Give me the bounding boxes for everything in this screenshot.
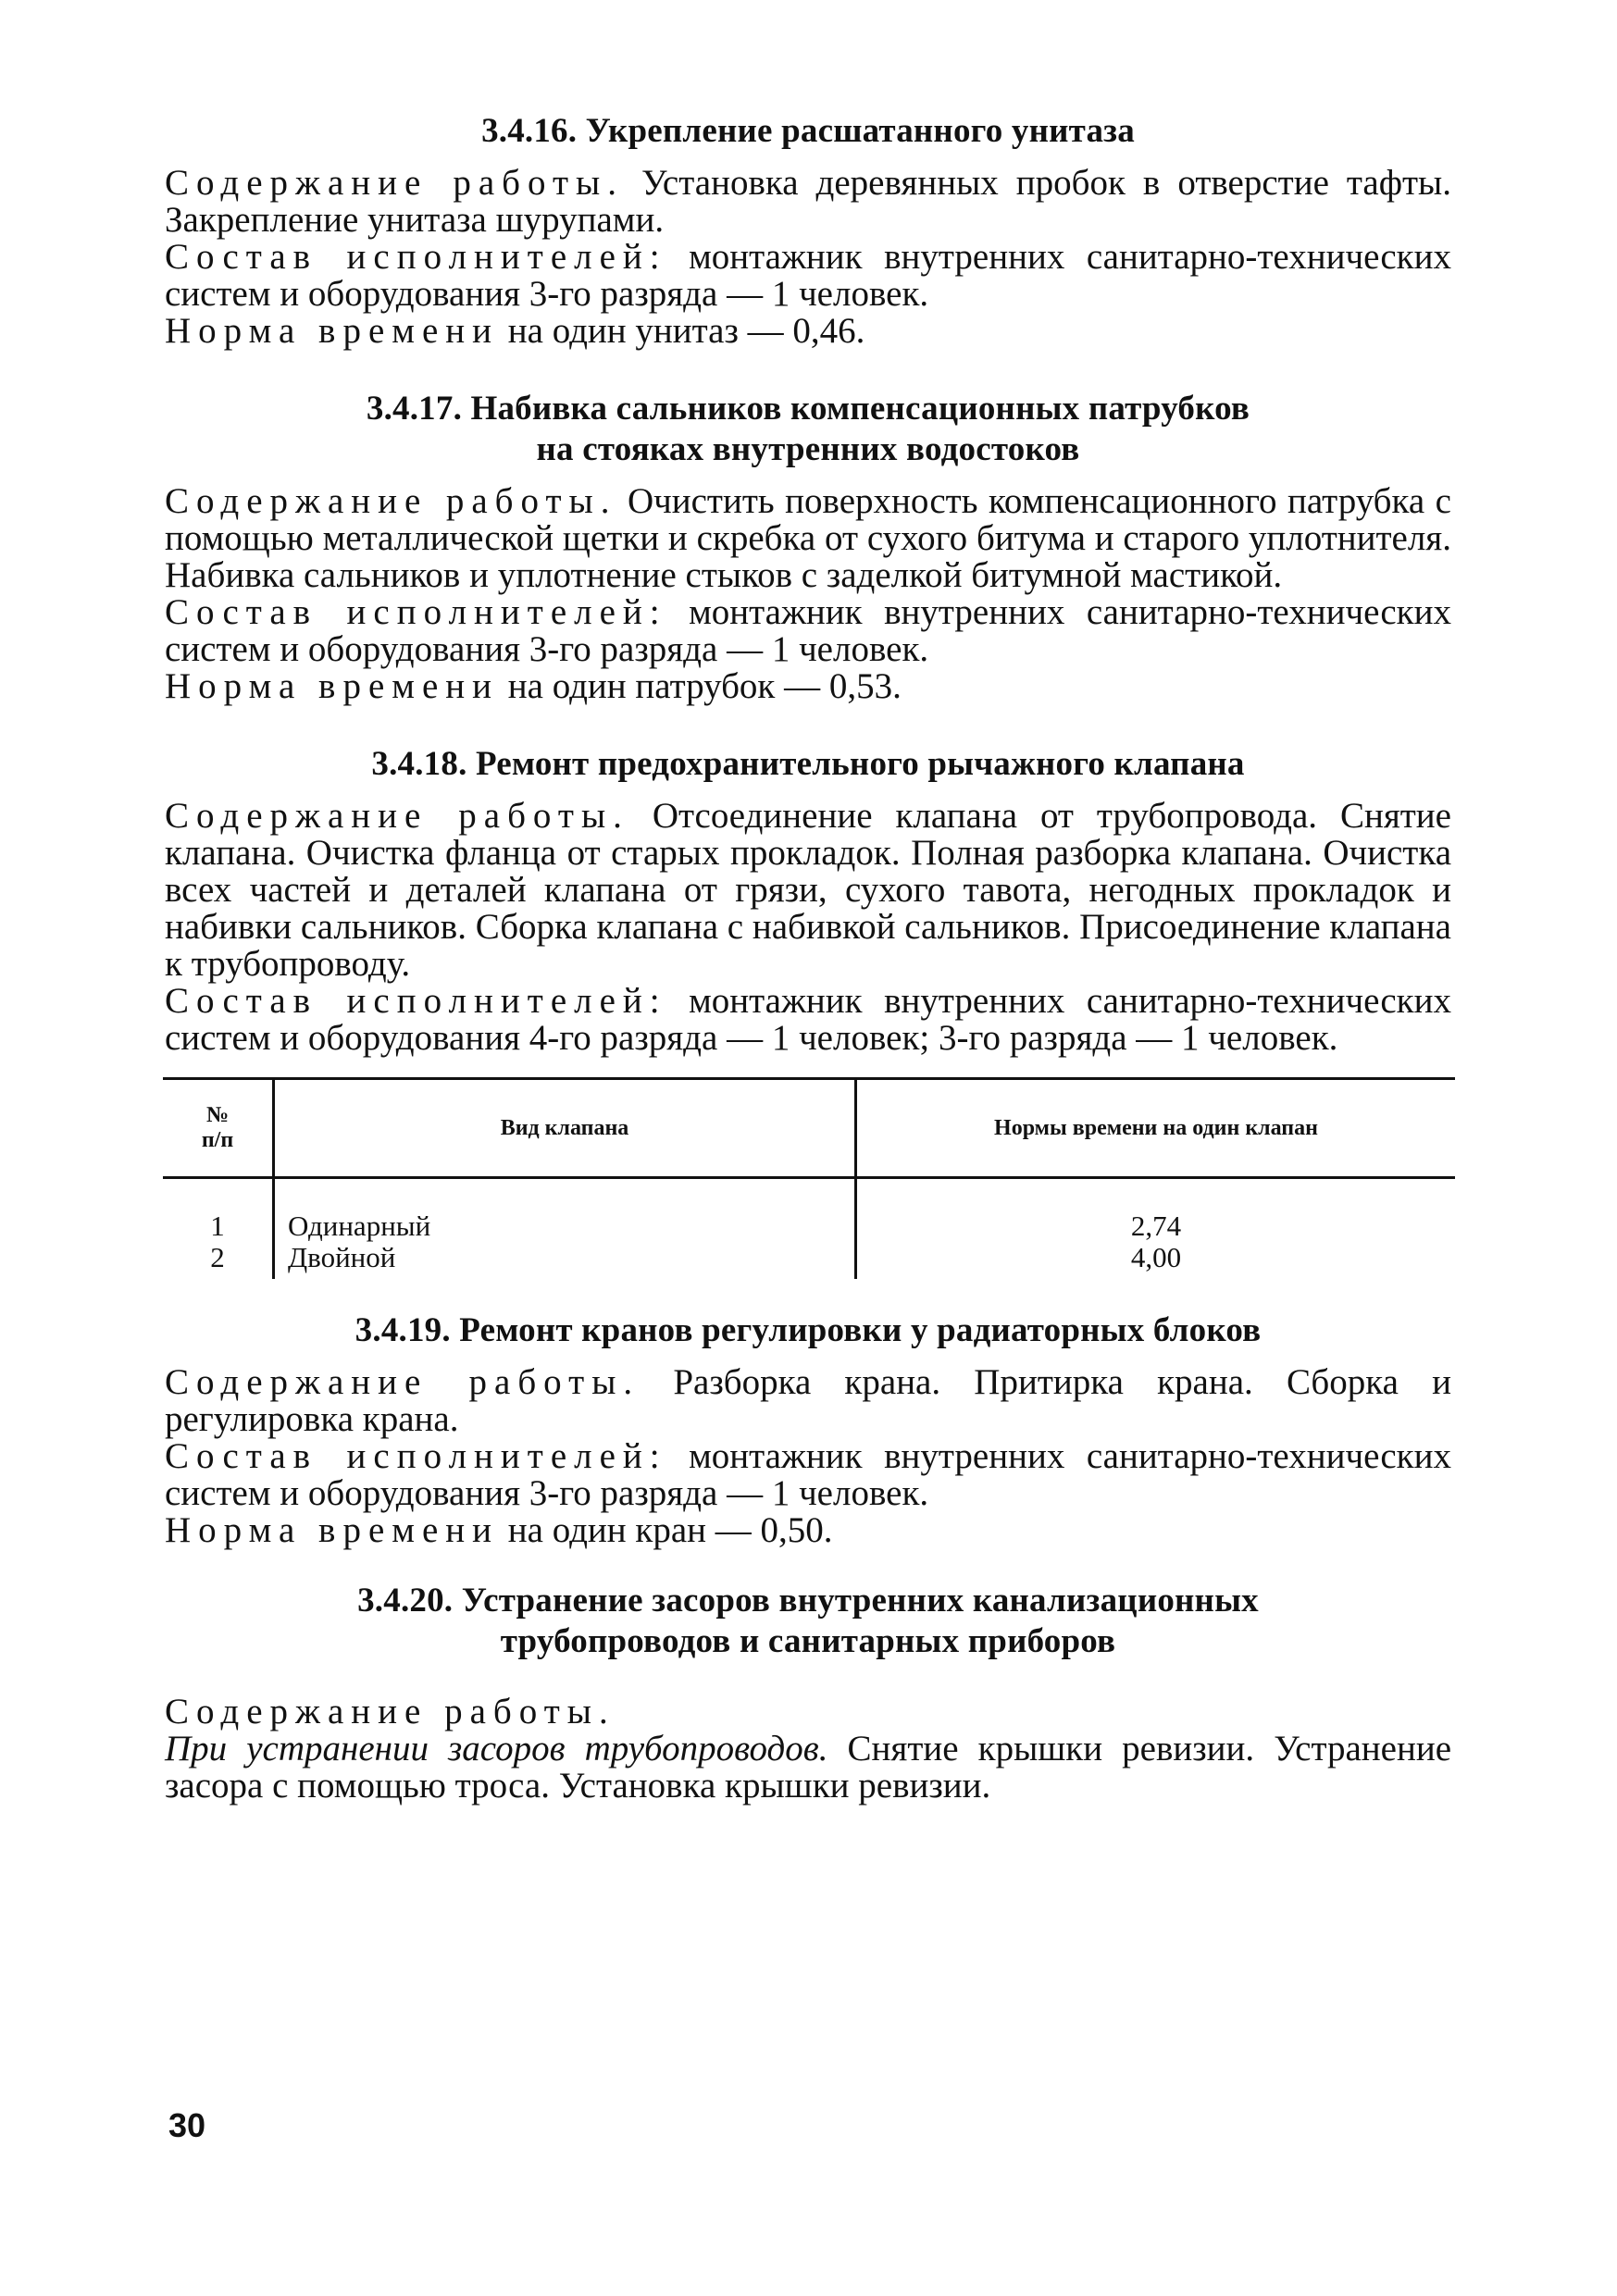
section-title-3-4-20: [165, 1581, 1451, 1662]
content-text: Снятие крышки ревизии. Устранение засора с помощью троса. Установка крышки ревизии.: [165, 1729, 1452, 1806]
header-valve-type: Вид клапана: [274, 1079, 856, 1178]
page-content: [165, 111, 1451, 1805]
content-text: Установка деревянных пробок в отверстие тафты. Закрепление унитаза шурупами.: [165, 163, 1451, 240]
content-label: Содержание работы.: [165, 1692, 616, 1731]
section-title-3-4-19: 3.4.19. Ремонт кранов регулировки у радиаторных блоков: [354, 1311, 1262, 1349]
table-row: [163, 1178, 1455, 1243]
row-num: 2: [210, 1241, 225, 1273]
table-row: [163, 1242, 1455, 1279]
header-num-line-1: №: [205, 1103, 230, 1127]
table-header-row: [163, 1079, 1455, 1178]
norm-label: Норма времени: [165, 311, 500, 351]
staff-label: Состав исполнителей:: [165, 592, 667, 632]
norm-text: на один патрубок — 0,53.: [507, 666, 902, 706]
content-label: Содержание работы.: [165, 1362, 641, 1402]
content-label: Содержание работы.: [165, 796, 629, 836]
staff-label: Состав исполнителей:: [165, 1436, 667, 1476]
content-text: Разборка крана. Притирка крана. Сборка и регулировка крана.: [165, 1362, 1451, 1439]
section-3-4-18-staff: [165, 983, 1451, 1057]
section-3-4-19-content: [165, 1364, 1451, 1438]
section-title-3-4-17: [165, 389, 1451, 470]
staff-text: монтажник внутренних санитарно-технических систем и оборудования 3-го разряда — 1 человек.: [165, 1436, 1451, 1513]
content-text: Очистить поверхность компенсационного патрубка с помощью металлической щетки и скребка от сухого битума и старого уплотнителя. Набивка сальников и уплотнение стыков с заделкой битумной мастикой.: [165, 481, 1451, 595]
staff-text: монтажник внутренних санитарно-технических систем и оборудования 3-го разряда — 1 человек.: [165, 237, 1451, 314]
section-title-3-4-18: 3.4.18. Ремонт предохранительного рычажного клапана: [371, 745, 1245, 783]
norm-label: Норма времени: [165, 666, 500, 706]
row-time-norm: 4,00: [1130, 1241, 1182, 1273]
section-3-4-19-norm: [165, 1512, 1451, 1549]
row-time-norm: 2,74: [1130, 1210, 1182, 1242]
valve-norms-table: [163, 1077, 1455, 1279]
content-text: Отсоединение клапана от трубопровода. Снятие клапана. Очистка фланца от старых прокладок. Полная разборка клапана. Очистка всех частей и деталей клапана от грязи, сухого тавота, негодных прокладок и набивки сальников. Сборка клапана с набивкой сальников. Присоединение клапана к трубопроводу.: [165, 796, 1451, 984]
title-line-1: 3.4.17. Набивка сальников компенсационных патрубков: [366, 390, 1250, 428]
norm-label: Норма времени: [165, 1510, 500, 1550]
section-3-4-16-staff: [165, 239, 1451, 313]
section-3-4-16-content: [165, 165, 1451, 239]
staff-text: монтажник внутренних санитарно-технических систем и оборудования 4-го разряда — 1 человек; 3-го разряда — 1 человек.: [165, 981, 1451, 1058]
staff-label: Состав исполнителей:: [165, 237, 667, 277]
row-num: 1: [210, 1210, 225, 1242]
title-line-2: на стояках внутренних водостоков: [536, 430, 1080, 468]
norm-text: на один кран — 0,50.: [507, 1510, 833, 1550]
section-3-4-18-content: [165, 798, 1451, 983]
norm-text: на один унитаз — 0,46.: [507, 311, 865, 351]
header-time-norm: Нормы времени на один клапан: [856, 1079, 1456, 1178]
title-line-2: трубопроводов и санитарных приборов: [500, 1622, 1116, 1660]
title-line-1: 3.4.20. Устранение засоров внутренних канализационных: [357, 1582, 1259, 1620]
italic-subheading: При устранении засоров трубопроводов.: [165, 1729, 828, 1769]
section-3-4-20-content: [165, 1731, 1451, 1805]
page-number: 30: [168, 2106, 206, 2144]
row-valve-type: Двойной: [274, 1242, 856, 1279]
content-label: Содержание работы.: [165, 481, 617, 521]
section-3-4-20-content-label: [165, 1694, 1451, 1731]
section-3-4-19-staff: [165, 1438, 1451, 1512]
header-num: [163, 1079, 274, 1178]
section-title-3-4-16: 3.4.16. Укрепление расшатанного унитаза: [481, 112, 1135, 150]
section-3-4-17-staff: [165, 594, 1451, 668]
content-label: Содержание работы.: [165, 163, 624, 203]
section-3-4-17-norm: [165, 668, 1451, 705]
row-valve-type: Одинарный: [274, 1178, 856, 1243]
section-3-4-17-content: [165, 483, 1451, 594]
section-3-4-16-norm: [165, 313, 1451, 350]
header-num-line-2: п/п: [201, 1128, 234, 1152]
staff-label: Состав исполнителей:: [165, 981, 667, 1021]
staff-text: монтажник внутренних санитарно-технических систем и оборудования 3-го разряда — 1 человек.: [165, 592, 1451, 669]
